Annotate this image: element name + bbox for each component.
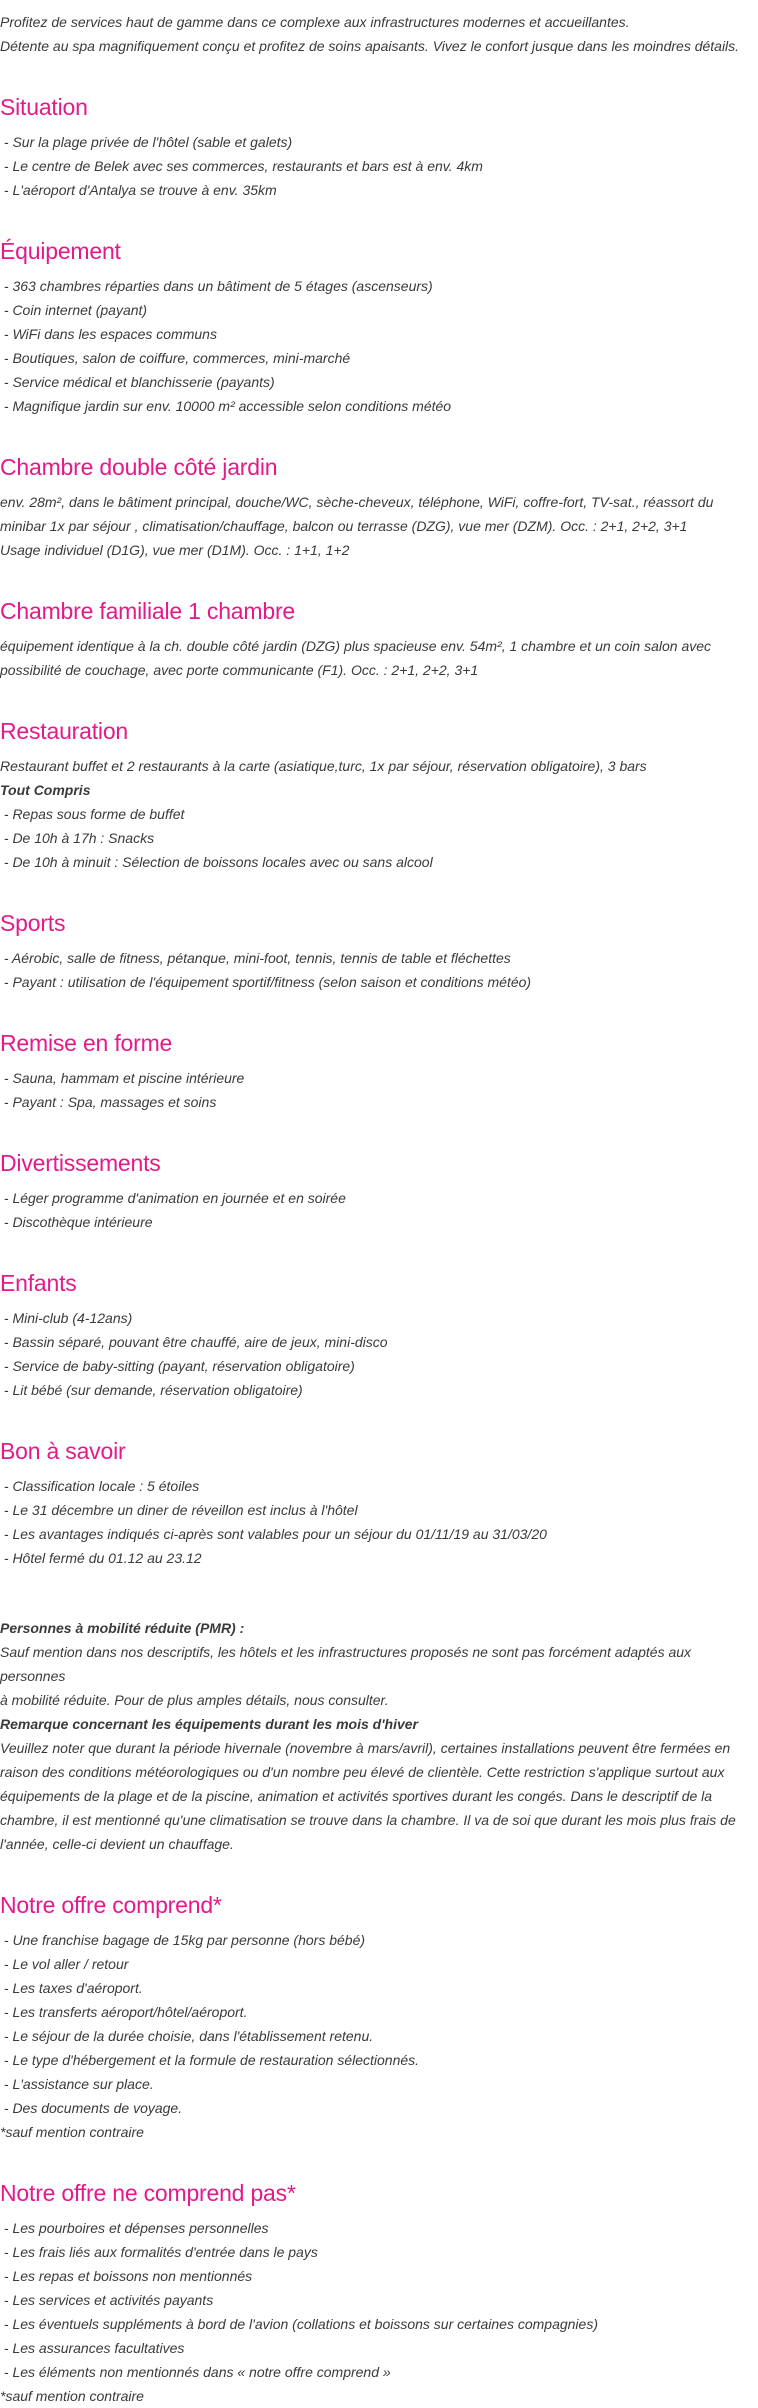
list-item: - 363 chambres réparties dans un bâtiment de 5 étages (ascenseurs) — [0, 278, 433, 294]
winter-line: l'année, celle-ci devient un chauffage. — [0, 1836, 234, 1852]
list-item: - Bassin séparé, pouvant être chauffé, aire de jeux, mini-disco — [0, 1334, 388, 1350]
list-item: - Payant : utilisation de l'équipement sportif/fitness (selon saison et conditions météo) — [0, 974, 532, 990]
section-body — [0, 490, 758, 562]
section-title: Enfants — [0, 1270, 77, 1296]
list-item: - L'assistance sur place. — [0, 2076, 154, 2092]
subsection-title: Tout Compris — [0, 782, 91, 798]
section-body — [0, 2216, 758, 2408]
list-item: - Les transferts aéroport/hôtel/aéroport. — [0, 2004, 248, 2020]
text-line: équipement identique à la ch. double côté jardin (DZG) plus spacieuse env. 54m², 1 chambre et un coin salon avec — [0, 638, 712, 654]
section-body — [0, 1306, 758, 1402]
list-item: - Aérobic, salle de fitness, pétanque, mini-foot, tennis, tennis de table et fléchettes — [0, 950, 511, 966]
section-title: Restauration — [0, 718, 129, 744]
list-item: - Les éléments non mentionnés dans « notre offre comprend » — [0, 2364, 391, 2380]
winter-line: chambre, il est mentionné qu'une climatisation se trouve dans la chambre. Il va de soi que durant les mois plus frais de — [0, 1812, 736, 1828]
list-item: - Des documents de voyage. — [0, 2100, 183, 2116]
text-line: Restaurant buffet et 2 restaurants à la carte (asiatique,turc, 1x par séjour, réservation obligatoire), 3 bars — [0, 758, 647, 774]
list-item: - Sur la plage privée de l'hôtel (sable et galets) — [0, 134, 293, 150]
list-item: - WiFi dans les espaces communs — [0, 326, 217, 342]
list-item: - Discothèque intérieure — [0, 1214, 153, 1230]
list-item: - Les taxes d'aéroport. — [0, 1980, 143, 1996]
section-wellness — [0, 1028, 758, 1114]
list-item: - Le 31 décembre un diner de réveillon est inclus à l'hôtel — [0, 1502, 358, 1518]
section-restauration — [0, 716, 758, 874]
intro-line: Profitez de services haut de gamme dans ce complexe aux infrastructures modernes et accueillantes. — [0, 14, 630, 30]
footnote: *sauf mention contraire — [0, 2388, 144, 2404]
list-item: - Les frais liés aux formalités d'entrée dans le pays — [0, 2244, 318, 2260]
section-title: Remise en forme — [0, 1030, 173, 1056]
text-line: possibilité de couchage, avec porte communicante (F1). Occ. : 2+1, 2+2, 3+1 — [0, 662, 479, 678]
list-item: - Coin internet (payant) — [0, 302, 148, 318]
section-good-to-know — [0, 1436, 758, 1570]
list-item: - De 10h à 17h : Snacks — [0, 830, 155, 846]
section-title: Divertissements — [0, 1150, 161, 1176]
list-item: - Les repas et boissons non mentionnés — [0, 2268, 253, 2284]
list-item: - Lit bébé (sur demande, réservation obligatoire) — [0, 1382, 303, 1398]
list-item: - Service médical et blanchisserie (payants) — [0, 374, 275, 390]
section-title: Bon à savoir — [0, 1438, 126, 1464]
winter-title: Remarque concernant les équipements durant les mois d'hiver — [0, 1716, 419, 1732]
list-item: - De 10h à minuit : Sélection de boissons locales avec ou sans alcool — [0, 854, 433, 870]
list-item: - Les pourboires et dépenses personnelles — [0, 2220, 269, 2236]
section-equipment — [0, 236, 758, 418]
list-item: - Classification locale : 5 étoiles — [0, 1478, 200, 1494]
section-sports — [0, 908, 758, 994]
section-offer-excludes — [0, 2178, 758, 2408]
section-title: Situation — [0, 94, 88, 120]
list-item: - Le type d'hébergement et la formule de restauration sélectionnés. — [0, 2052, 420, 2068]
intro-paragraph — [0, 0, 758, 58]
winter-line: raison des conditions météorologiques ou d'un nombre peu élevé de clientèle. Cette restriction s'applique surtout aux — [0, 1764, 725, 1780]
winter-line: équipements de la plage et de la piscine, animation et activités sportives durant les congés. Dans le descriptif de la — [0, 1788, 713, 1804]
section-body — [0, 1066, 758, 1114]
footnote: *sauf mention contraire — [0, 2124, 144, 2140]
section-body — [0, 634, 758, 682]
section-body — [0, 130, 758, 202]
section-family-room — [0, 596, 758, 682]
section-title: Équipement — [0, 238, 121, 264]
list-item: - Les éventuels suppléments à bord de l'avion (collations et boissons sur certaines compagnies) — [0, 2316, 598, 2332]
list-item: - Le centre de Belek avec ses commerces, restaurants et bars est à env. 4km — [0, 158, 483, 174]
text-line: env. 28m², dans le bâtiment principal, douche/WC, sèche-cheveux, téléphone, WiFi, coffre-fort, TV-sat., réassort du — [0, 494, 714, 510]
text-line: minibar 1x par séjour , climatisation/chauffage, balcon ou terrasse (DZG), vue mer (DZM). Occ. : 2+1, 2+2, 3+1 — [0, 518, 688, 534]
list-item: - Magnifique jardin sur env. 10000 m² accessible selon conditions météo — [0, 398, 452, 414]
list-item: - Les assurances facultatives — [0, 2340, 185, 2356]
list-item: - Payant : Spa, massages et soins — [0, 1094, 217, 1110]
intro-line: Détente au spa magnifiquement conçu et profitez de soins apaisants. Vivez le confort jusque dans les moindres détails. — [0, 38, 740, 54]
list-item: - Les services et activités payants — [0, 2292, 214, 2308]
section-body — [0, 1186, 758, 1234]
list-item: - Léger programme d'animation en journée et en soirée — [0, 1190, 346, 1206]
section-body — [0, 946, 758, 994]
section-situation — [0, 92, 758, 202]
list-item: - Le séjour de la durée choisie, dans l'établissement retenu. — [0, 2028, 374, 2044]
list-item: - Mini-club (4-12ans) — [0, 1310, 133, 1326]
notice-block — [0, 1616, 758, 1856]
section-double-room — [0, 452, 758, 562]
section-title: Sports — [0, 910, 66, 936]
list-item: - Le vol aller / retour — [0, 1956, 129, 1972]
list-item: - Hôtel fermé du 01.12 au 23.12 — [0, 1550, 202, 1566]
section-offer-includes — [0, 1890, 758, 2144]
section-title: Notre offre ne comprend pas* — [0, 2180, 296, 2206]
pmr-line: à mobilité réduite. Pour de plus amples détails, nous consulter. — [0, 1692, 389, 1708]
text-line: Usage individuel (D1G), vue mer (D1M). Occ. : 1+1, 1+2 — [0, 542, 350, 558]
section-body — [0, 754, 758, 874]
pmr-line: Sauf mention dans nos descriptifs, les hôtels et les infrastructures proposés ne sont pas forcément adaptés aux personnes — [0, 1644, 695, 1684]
pmr-title: Personnes à mobilité réduite (PMR) : — [0, 1620, 245, 1636]
section-title: Chambre familiale 1 chambre — [0, 598, 296, 624]
section-title: Chambre double côté jardin — [0, 454, 278, 480]
section-body — [0, 1928, 758, 2144]
list-item: - Repas sous forme de buffet — [0, 806, 185, 822]
section-body — [0, 274, 758, 418]
winter-line: Veuillez noter que durant la période hivernale (novembre à mars/avril), certaines installations peuvent être fermées en — [0, 1740, 731, 1756]
section-children — [0, 1268, 758, 1402]
list-item: - Service de baby-sitting (payant, réservation obligatoire) — [0, 1358, 355, 1374]
list-item: - Sauna, hammam et piscine intérieure — [0, 1070, 245, 1086]
section-entertainment — [0, 1148, 758, 1234]
section-title: Notre offre comprend* — [0, 1892, 222, 1918]
list-item: - Boutiques, salon de coiffure, commerces, mini-marché — [0, 350, 351, 366]
list-item: - Une franchise bagage de 15kg par personne (hors bébé) — [0, 1932, 366, 1948]
section-body — [0, 1474, 758, 1570]
list-item: - Les avantages indiqués ci-après sont valables pour un séjour du 01/11/19 au 31/03/20 — [0, 1526, 547, 1542]
list-item: - L'aéroport d'Antalya se trouve à env. 35km — [0, 182, 277, 198]
